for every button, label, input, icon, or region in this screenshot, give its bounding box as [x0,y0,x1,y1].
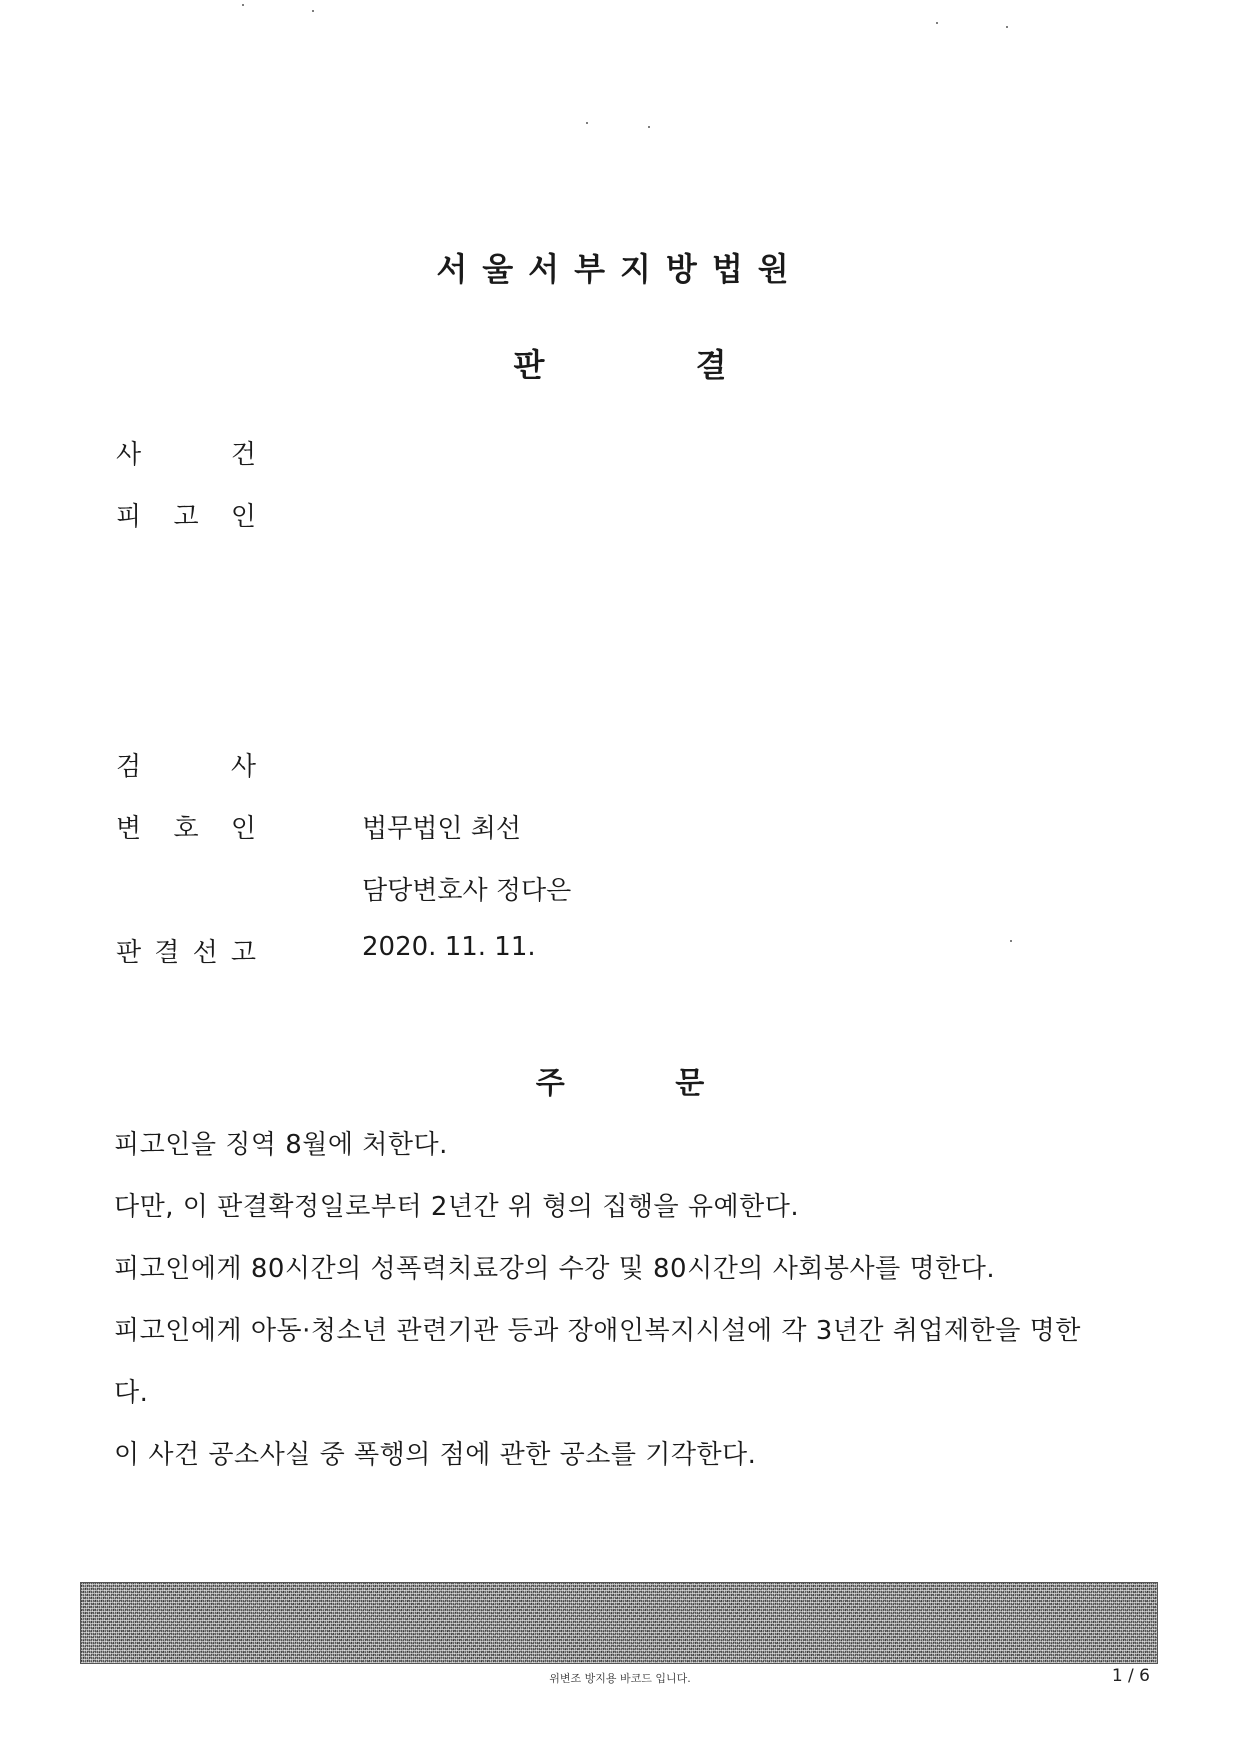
label-char: 인 [230,502,256,532]
sentence-date: 2020. 11. 11. [362,932,536,962]
order-line: 피고인을 징역 8월에 처한다. [114,1130,448,1160]
scan-speck [1006,26,1008,28]
label-char: 결 [154,938,180,968]
label-char: 피 [116,502,142,532]
order-line: 다만, 이 판결확정일로부터 2년간 위 형의 집행을 유예한다. [114,1192,800,1222]
scan-speck [648,126,650,128]
scan-speck [312,10,314,12]
label-char: 선 [192,938,218,968]
field-label-case [116,434,256,471]
court-name: 서울서부지방법원 [436,250,804,288]
label-char: 고 [230,938,256,968]
label-char: 호 [173,814,199,844]
scan-speck [586,122,588,124]
scan-speck [242,4,244,6]
field-label-sentence-date [116,932,256,969]
page-number: 1 / 6 [1111,1666,1150,1686]
order-line: 이 사건 공소사실 중 폭행의 점에 관한 공소를 기각한다. [114,1440,757,1470]
field-label-counsel [116,808,256,845]
document-title: 판 결 [513,346,727,384]
label-char: 사 [230,752,256,782]
label-char: 인 [230,814,256,844]
field-label-prosecutor [116,746,256,783]
label-char: 고 [173,502,199,532]
scan-speck [1010,940,1012,942]
counsel-attorney: 담당변호사 정다은 [362,876,572,906]
label-char: 판 [116,938,142,968]
label-char: 검 [116,752,142,782]
scan-speck [936,22,938,24]
order-line: 피고인에게 아동·청소년 관련기관 등과 장애인복지시설에 각 3년간 취업제한을 명한 [114,1316,1081,1346]
field-label-defendant [116,496,256,533]
label-char: 건 [230,440,256,470]
barcode-caption: 위변조 방지용 바코드 입니다. [549,1672,691,1685]
anti-forgery-barcode [80,1582,1158,1664]
label-char: 변 [116,814,142,844]
order-line: 피고인에게 80시간의 성폭력치료강의 수강 및 80시간의 사회봉사를 명한다. [114,1254,996,1284]
counsel-firm: 법무법인 최선 [362,814,521,844]
order-line: 다. [114,1378,149,1408]
label-char: 사 [116,440,142,470]
order-section-title: 주 문 [535,1066,705,1101]
